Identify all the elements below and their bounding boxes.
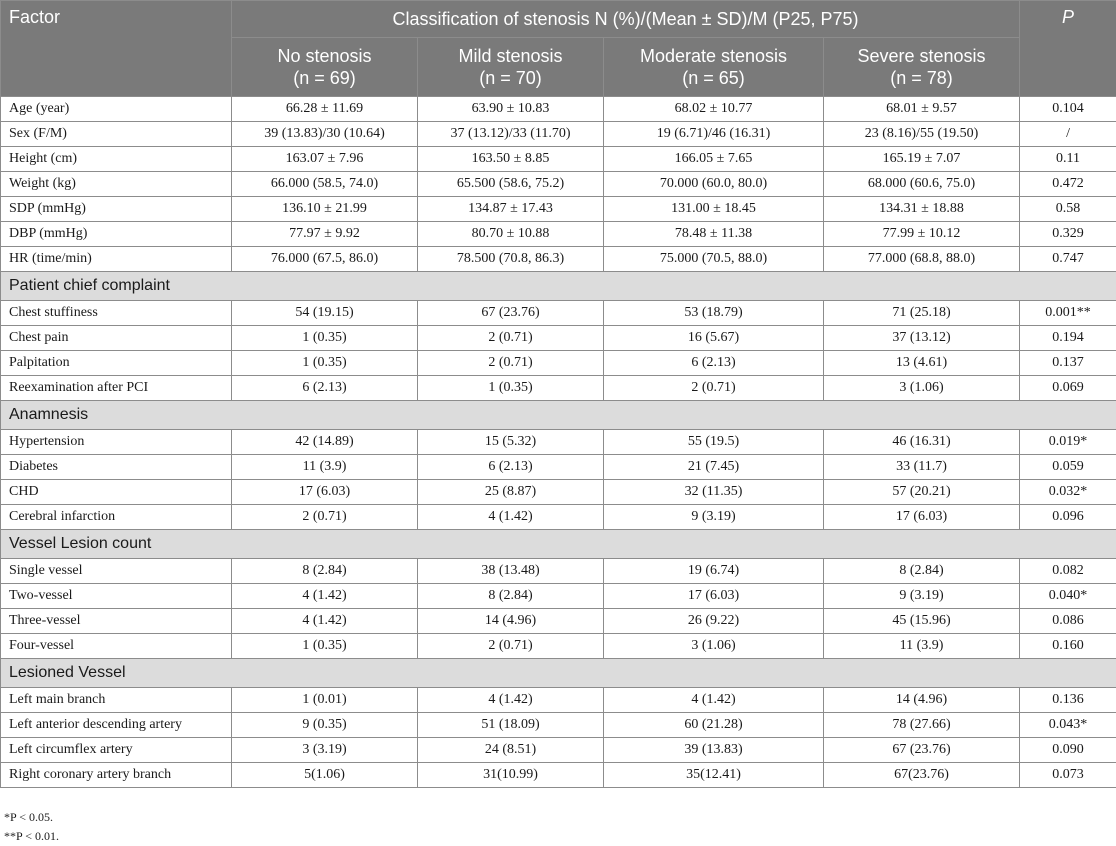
row-label: Sex (F/M) [1,122,232,147]
table-cell: 66.000 (58.5, 74.0) [232,172,418,197]
section-label: Lesioned Vessel [1,659,1116,688]
table-row [1,713,1116,738]
table-row [1,172,1116,197]
row-label: Reexamination after PCI [1,376,232,401]
table-row [1,584,1116,609]
table-cell: 78.500 (70.8, 86.3) [418,247,604,272]
table-cell: 39 (13.83)/30 (10.64) [232,122,418,147]
table-cell: 5(1.06) [232,763,418,788]
table-cell: 4 (1.42) [232,584,418,609]
footnotes [4,808,59,846]
table-cell: 11 (3.9) [824,634,1020,659]
table-cell: 2 (0.71) [604,376,824,401]
table-cell: 9 (3.19) [604,505,824,530]
table-cell: 8 (2.84) [232,559,418,584]
table-cell: 80.70 ± 10.88 [418,222,604,247]
table-cell: 3 (1.06) [604,634,824,659]
table-cell: 57 (20.21) [824,480,1020,505]
p-value-cell: 0.086 [1020,609,1116,634]
footnote: *P < 0.05. [4,808,59,827]
table-cell: 76.000 (67.5, 86.0) [232,247,418,272]
table-cell: 42 (14.89) [232,430,418,455]
table-cell: 165.19 ± 7.07 [824,147,1020,172]
p-value-cell: 0.001** [1020,301,1116,326]
row-label: Right coronary artery branch [1,763,232,788]
table-cell: 60 (21.28) [604,713,824,738]
table-row [1,247,1116,272]
table-cell: 68.02 ± 10.77 [604,97,824,122]
table-cell: 35(12.41) [604,763,824,788]
table-cell: 77.97 ± 9.92 [232,222,418,247]
p-value-cell: 0.329 [1020,222,1116,247]
table-cell: 71 (25.18) [824,301,1020,326]
table-cell: 16 (5.67) [604,326,824,351]
table-cell: 1 (0.35) [418,376,604,401]
table-cell: 2 (0.71) [232,505,418,530]
row-label: DBP (mmHg) [1,222,232,247]
section-row [1,272,1116,301]
p-value-cell: 0.069 [1020,376,1116,401]
p-value-cell: 0.096 [1020,505,1116,530]
table-row [1,122,1116,147]
row-label: Left main branch [1,688,232,713]
table-cell: 32 (11.35) [604,480,824,505]
header-group-moderate-stenosis [604,38,824,97]
table-cell: 14 (4.96) [418,609,604,634]
table-cell: 17 (6.03) [604,584,824,609]
table-row [1,763,1116,788]
table-row [1,97,1116,122]
table-cell: 67(23.76) [824,763,1020,788]
table-row [1,609,1116,634]
table-row [1,505,1116,530]
table-cell: 8 (2.84) [418,584,604,609]
table-cell: 19 (6.74) [604,559,824,584]
group-n: (n = 70) [479,68,542,88]
table-cell: 19 (6.71)/46 (16.31) [604,122,824,147]
p-value-cell: 0.58 [1020,197,1116,222]
table-cell: 9 (0.35) [232,713,418,738]
section-label: Patient chief complaint [1,272,1116,301]
table-cell: 1 (0.35) [232,351,418,376]
header-group-no-stenosis [232,38,418,97]
p-value-cell: 0.136 [1020,688,1116,713]
table-cell: 6 (2.13) [604,351,824,376]
table-cell: 39 (13.83) [604,738,824,763]
table-cell: 134.31 ± 18.88 [824,197,1020,222]
row-label: Left circumflex artery [1,738,232,763]
p-value-cell: 0.472 [1020,172,1116,197]
table-cell: 163.07 ± 7.96 [232,147,418,172]
row-label: Cerebral infarction [1,505,232,530]
group-name: Moderate stenosis [640,46,787,66]
header-p-value: P [1020,1,1116,97]
table-cell: 54 (19.15) [232,301,418,326]
table-cell: 2 (0.71) [418,634,604,659]
table-cell: 1 (0.35) [232,326,418,351]
p-value-cell: 0.043* [1020,713,1116,738]
table-row [1,480,1116,505]
header-classification: Classification of stenosis N (%)/(Mean ± SD)/M (P25, P75) [232,1,1020,38]
group-name: Mild stenosis [458,46,562,66]
table-cell: 68.01 ± 9.57 [824,97,1020,122]
row-label: Left anterior descending artery [1,713,232,738]
table-cell: 37 (13.12) [824,326,1020,351]
table-cell: 33 (11.7) [824,455,1020,480]
table-row [1,147,1116,172]
group-n: (n = 69) [293,68,356,88]
table-cell: 23 (8.16)/55 (19.50) [824,122,1020,147]
p-value-cell: 0.160 [1020,634,1116,659]
table-cell: 1 (0.35) [232,634,418,659]
table-cell: 1 (0.01) [232,688,418,713]
header-factor: Factor [1,1,232,97]
row-label: Weight (kg) [1,172,232,197]
group-name: Severe stenosis [857,46,985,66]
table-cell: 77.000 (68.8, 88.0) [824,247,1020,272]
p-value-cell: 0.11 [1020,147,1116,172]
table-cell: 21 (7.45) [604,455,824,480]
row-label: SDP (mmHg) [1,197,232,222]
table-cell: 78 (27.66) [824,713,1020,738]
table-cell: 37 (13.12)/33 (11.70) [418,122,604,147]
group-n: (n = 65) [682,68,745,88]
table-cell: 163.50 ± 8.85 [418,147,604,172]
table-cell: 4 (1.42) [418,505,604,530]
row-label: Diabetes [1,455,232,480]
table-cell: 65.500 (58.6, 75.2) [418,172,604,197]
table-cell: 67 (23.76) [418,301,604,326]
row-label: CHD [1,480,232,505]
table-row [1,351,1116,376]
p-value-cell: 0.194 [1020,326,1116,351]
table-cell: 11 (3.9) [232,455,418,480]
header-group-severe-stenosis [824,38,1020,97]
p-value-cell: 0.073 [1020,763,1116,788]
table-cell: 25 (8.87) [418,480,604,505]
table-cell: 75.000 (70.5, 88.0) [604,247,824,272]
table-row [1,222,1116,247]
p-value-cell: 0.040* [1020,584,1116,609]
table-cell: 134.87 ± 17.43 [418,197,604,222]
table-row [1,634,1116,659]
table-row [1,326,1116,351]
table-cell: 67 (23.76) [824,738,1020,763]
table-row [1,376,1116,401]
table-cell: 136.10 ± 21.99 [232,197,418,222]
table-cell: 66.28 ± 11.69 [232,97,418,122]
row-label: Two-vessel [1,584,232,609]
row-label: Single vessel [1,559,232,584]
table-row [1,688,1116,713]
table-cell: 68.000 (60.6, 75.0) [824,172,1020,197]
row-label: Palpitation [1,351,232,376]
p-value-cell: / [1020,122,1116,147]
row-label: HR (time/min) [1,247,232,272]
group-n: (n = 78) [890,68,953,88]
table-row [1,197,1116,222]
table-row [1,455,1116,480]
p-value-cell: 0.059 [1020,455,1116,480]
table-cell: 15 (5.32) [418,430,604,455]
p-value-cell: 0.104 [1020,97,1116,122]
table-cell: 3 (3.19) [232,738,418,763]
row-label: Chest stuffiness [1,301,232,326]
table-cell: 38 (13.48) [418,559,604,584]
header-group-mild-stenosis [418,38,604,97]
section-row [1,530,1116,559]
table-cell: 78.48 ± 11.38 [604,222,824,247]
table-cell: 4 (1.42) [232,609,418,634]
table-cell: 77.99 ± 10.12 [824,222,1020,247]
table-cell: 6 (2.13) [418,455,604,480]
table-cell: 31(10.99) [418,763,604,788]
table-cell: 26 (9.22) [604,609,824,634]
table-cell: 2 (0.71) [418,326,604,351]
table-row [1,738,1116,763]
table-row [1,559,1116,584]
p-value-cell: 0.032* [1020,480,1116,505]
row-label: Chest pain [1,326,232,351]
table-cell: 4 (1.42) [418,688,604,713]
table-row [1,301,1116,326]
table-cell: 46 (16.31) [824,430,1020,455]
table-row [1,430,1116,455]
row-label: Height (cm) [1,147,232,172]
group-name: No stenosis [277,46,371,66]
table-cell: 24 (8.51) [418,738,604,763]
table-cell: 45 (15.96) [824,609,1020,634]
p-value-cell: 0.747 [1020,247,1116,272]
table-body [1,97,1116,788]
table-cell: 4 (1.42) [604,688,824,713]
p-value-cell: 0.090 [1020,738,1116,763]
table-cell: 14 (4.96) [824,688,1020,713]
table-cell: 63.90 ± 10.83 [418,97,604,122]
p-value-cell: 0.082 [1020,559,1116,584]
footnote: **P < 0.01. [4,827,59,846]
table-cell: 166.05 ± 7.65 [604,147,824,172]
table-cell: 53 (18.79) [604,301,824,326]
row-label: Three-vessel [1,609,232,634]
table-cell: 70.000 (60.0, 80.0) [604,172,824,197]
table-cell: 13 (4.61) [824,351,1020,376]
table-cell: 17 (6.03) [232,480,418,505]
table-cell: 131.00 ± 18.45 [604,197,824,222]
p-value-cell: 0.137 [1020,351,1116,376]
table-cell: 55 (19.5) [604,430,824,455]
row-label: Four-vessel [1,634,232,659]
table-cell: 17 (6.03) [824,505,1020,530]
section-row [1,401,1116,430]
section-label: Anamnesis [1,401,1116,430]
table-cell: 8 (2.84) [824,559,1020,584]
table-header [1,1,1116,97]
section-row [1,659,1116,688]
section-label: Vessel Lesion count [1,530,1116,559]
table-cell: 6 (2.13) [232,376,418,401]
table-cell: 3 (1.06) [824,376,1020,401]
table-cell: 2 (0.71) [418,351,604,376]
table-cell: 9 (3.19) [824,584,1020,609]
table-cell: 51 (18.09) [418,713,604,738]
p-value-cell: 0.019* [1020,430,1116,455]
row-label: Age (year) [1,97,232,122]
row-label: Hypertension [1,430,232,455]
